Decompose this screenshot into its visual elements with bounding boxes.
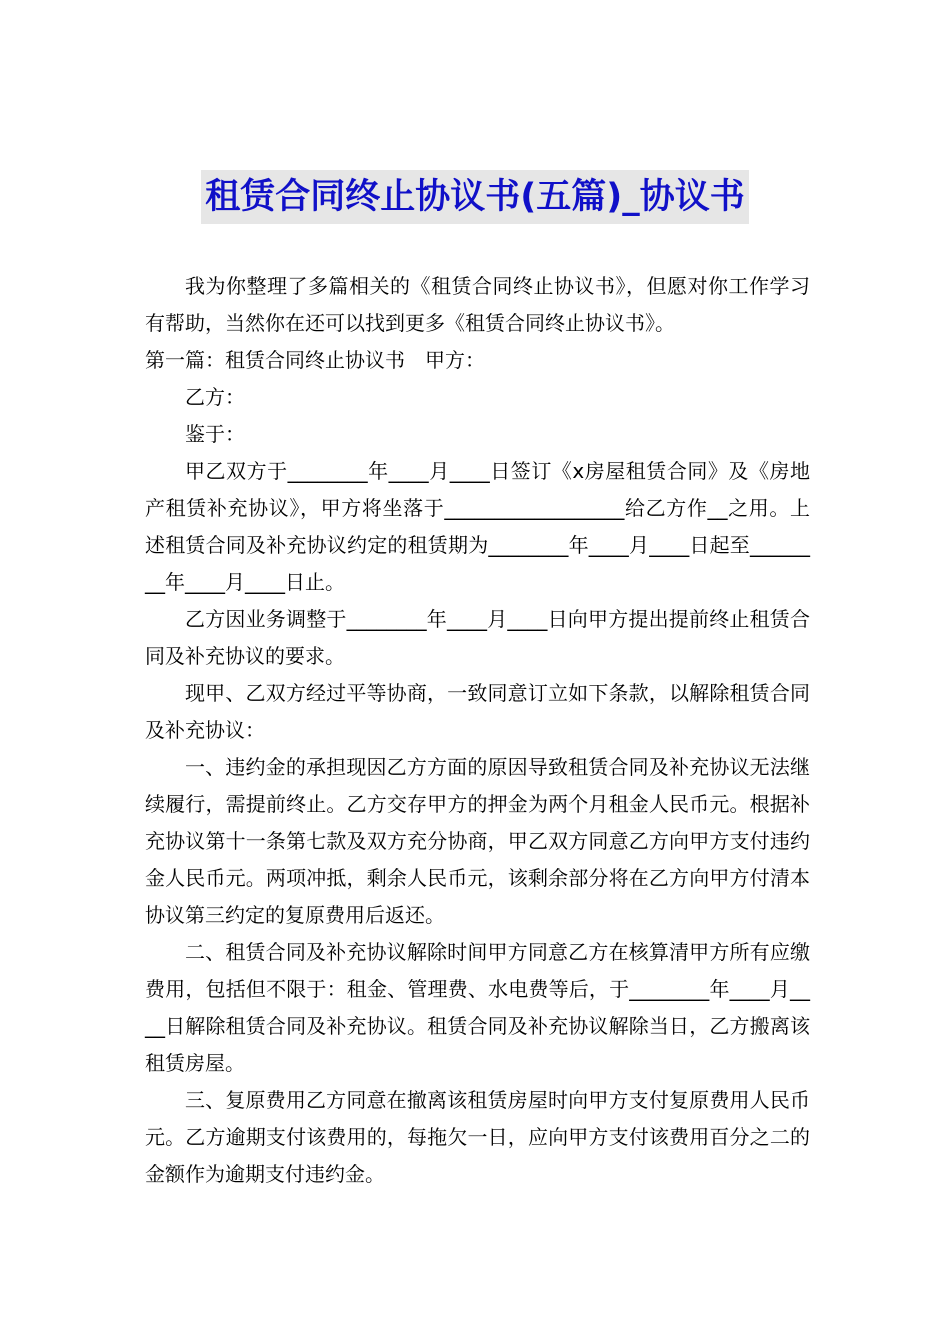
title-container (0, 170, 950, 224)
clause-2-termination-time: 二、租赁合同及补充协议解除时间甲方同意乙方在核算清甲方所有应缴费用，包括但不限于：租金、管理费、水电费等后，于________年____月____日解除租赁合同及补充协议。租赁合同及补充协议解除当日，乙方搬离该租赁房屋。 (145, 940, 810, 1075)
intro-paragraph: 我为你整理了多篇相关的《租赁合同终止协议书》，但愿对你工作学习有帮助，当然你在还可以找到更多《租赁合同终止协议书》。 (145, 274, 810, 335)
clause-1-penalty: 一、违约金的承担现因乙方方面的原因导致租赁合同及补充协议无法继续履行，需提前终止。乙方交存甲方的押金为两个月租金人民币元。根据补充协议第十一条第七款及双方充分协商，甲乙双方同意乙方向甲方支付违约金人民币元。两项冲抵，剩余人民币元，该剩余部分将在乙方向甲方付清本协议第三约定的复原费用后返还。 (145, 755, 810, 927)
agreement-intro-paragraph: 现甲、乙双方经过平等协商，一致同意订立如下条款，以解除租赁合同及补充协议： (145, 681, 810, 742)
document-body (145, 268, 810, 1193)
contract-background-paragraph: 甲乙双方于________年____月____日签订《x房屋租赁合同》及《房地产租赁补充协议》，甲方将坐落于__________________给乙方作__之用。上述租赁合同及补充协议约定的租赁期为________年____月____日起至________年____月____日止。 (145, 459, 810, 594)
party-b-line: 乙方： (185, 385, 245, 409)
clause-3-restoration-cost: 三、复原费用乙方同意在撤离该租赁房屋时向甲方支付复原费用人民币元。乙方逾期支付该费用的，每拖欠一日，应向甲方支付该费用百分之二的金额作为逾期支付违约金。 (145, 1088, 810, 1186)
whereas-line: 鉴于： (185, 422, 245, 446)
document-title: 租赁合同终止协议书(五篇)_协议书 (201, 170, 749, 224)
termination-request-paragraph: 乙方因业务调整于________年____月____日向甲方提出提前终止租赁合同及补充协议的要求。 (145, 607, 810, 668)
section-heading-party-a: 第一篇：租赁合同终止协议书 甲方： (145, 348, 485, 372)
